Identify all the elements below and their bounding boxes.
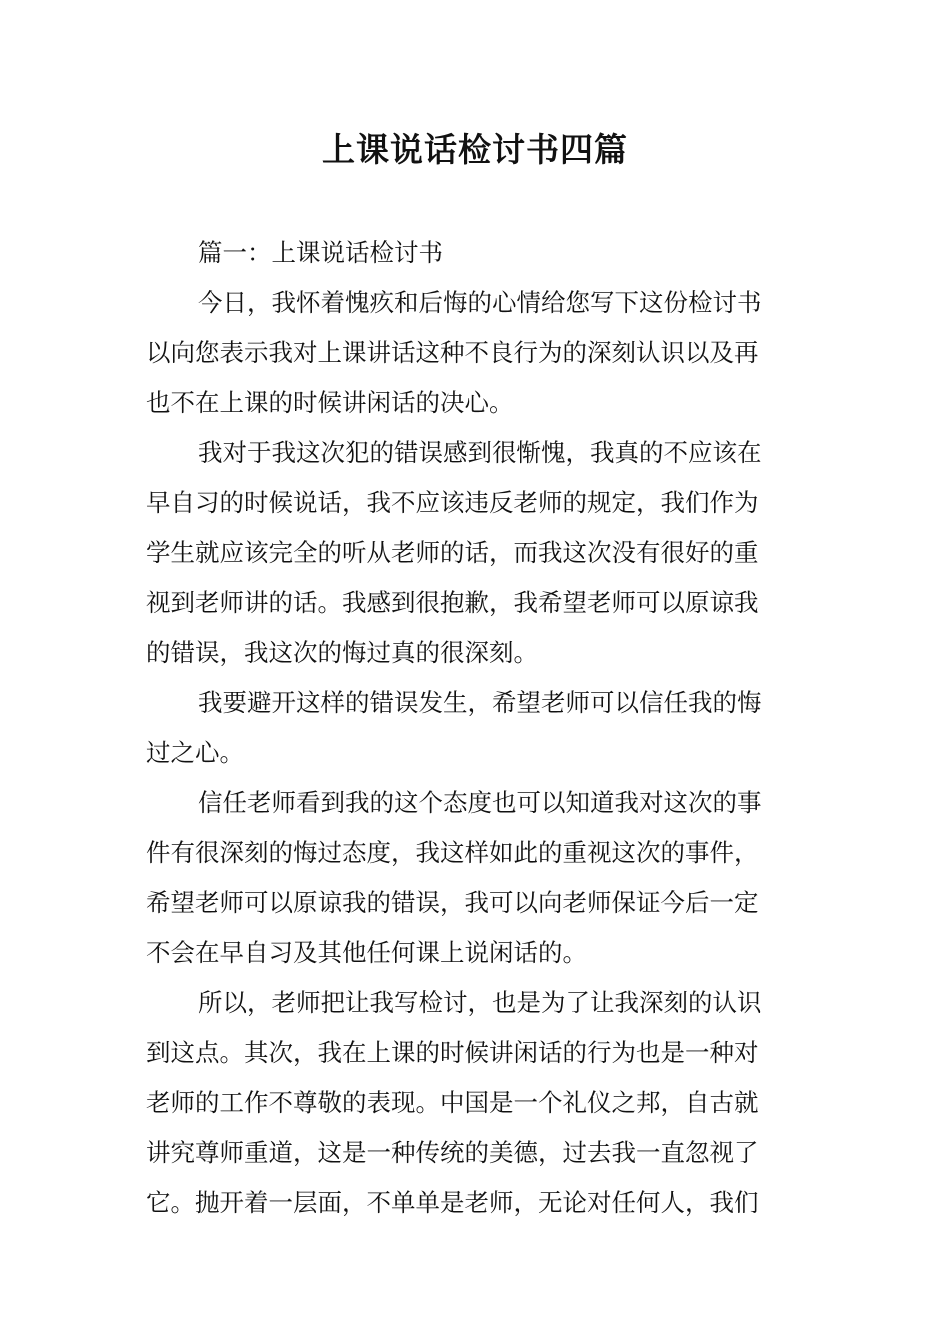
body-line: 希望老师可以原谅我的错误，我可以向老师保证今后一定 [146,888,759,917]
body-line: 我要避开这样的错误发生，希望老师可以信任我的悔 [198,688,762,717]
body-line: 到这点。其次，我在上课的时候讲闲话的行为也是一种对 [146,1038,759,1067]
body-line: 视到老师讲的话。我感到很抱歉，我希望老师可以原谅我 [146,588,759,617]
body-line: 今日，我怀着愧疚和后悔的心情给您写下这份检讨书 [198,288,762,317]
body-line: 我对于我这次犯的错误感到很惭愧，我真的不应该在 [198,438,762,467]
body-line: 不会在早自习及其他任何课上说闲话的。 [146,938,587,967]
body-line: 的错误，我这次的悔过真的很深刻。 [146,638,538,667]
document-title: 上课说话检讨书四篇 [322,130,628,169]
body-line: 它。抛开着一层面，不单单是老师，无论对任何人，我们 [146,1188,759,1217]
body-line: 篇一：上课说话检讨书 [198,238,443,267]
document-body [146,228,806,1228]
body-line: 过之心。 [146,738,244,767]
body-line: 以向您表示我对上课讲话这种不良行为的深刻认识以及再 [146,338,759,367]
body-line: 也不在上课的时候讲闲话的决心。 [146,388,514,417]
body-line: 件有很深刻的悔过态度，我这样如此的重视这次的事件， [146,838,759,867]
body-line: 老师的工作不尊敬的表现。中国是一个礼仪之邦，自古就 [146,1088,759,1117]
body-line: 信任老师看到我的这个态度也可以知道我对这次的事 [198,788,762,817]
body-line: 学生就应该完全的听从老师的话，而我这次没有很好的重 [146,538,759,567]
body-line: 早自习的时候说话，我不应该违反老师的规定，我们作为 [146,488,759,517]
body-line: 所以，老师把让我写检讨，也是为了让我深刻的认识 [198,988,762,1017]
body-line: 讲究尊师重道，这是一种传统的美德，过去我一直忽视了 [146,1138,759,1167]
